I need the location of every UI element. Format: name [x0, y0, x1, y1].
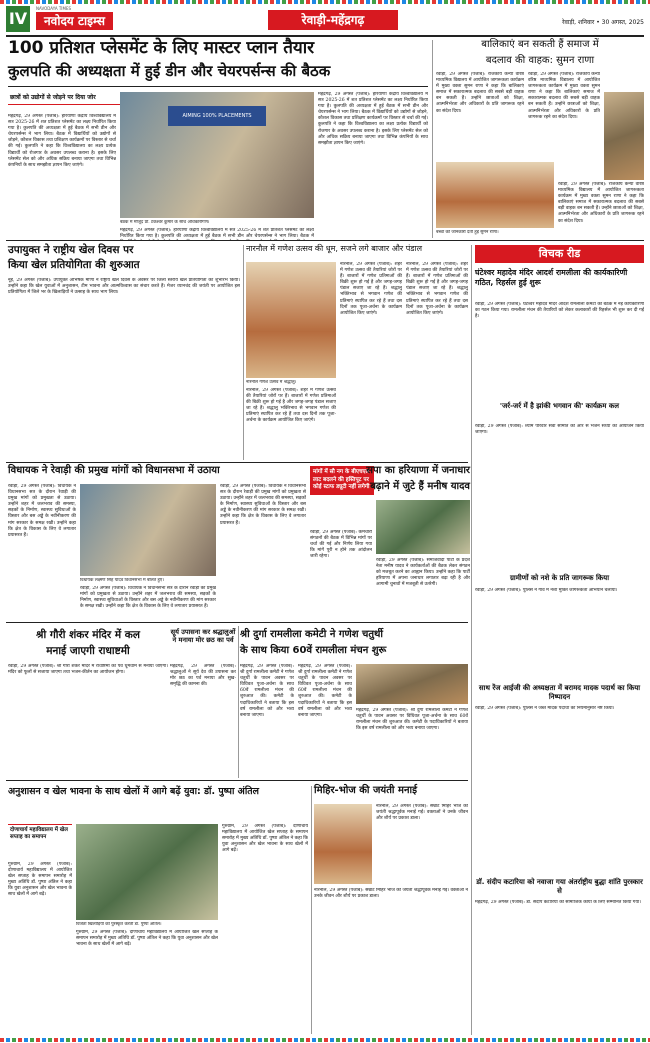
- page-number: IV: [6, 6, 30, 32]
- vichak-headline: घंटेश्वर महादेव मंदिर आदर्श रामलीला की कार्यकारिणी गठित, रिहर्सल हुई शुरू: [475, 268, 628, 287]
- sapa-headline-line2: बढ़ाने में जुटे हैं मनीष यादव: [370, 481, 470, 492]
- vichak-sub2: ग्रामीणों को नशे के प्रति जागरूक किया: [509, 574, 610, 582]
- lead-rule: [8, 86, 428, 87]
- row1-rule: [6, 240, 644, 241]
- ganesh-photo-caption: नारनौल गणेश उत्सव में श्रद्धालु।: [246, 380, 336, 386]
- issue-date: रेवाड़ी, शनिवार • 30 अगस्त, 2025: [562, 19, 644, 26]
- durga-photo: [356, 664, 468, 704]
- ganesh-headline: नारनौल में गणेश उत्सव की धूम, सजने लगे बाजार और पंडाल: [246, 244, 423, 253]
- girls-photo-main: [436, 162, 554, 228]
- gauri-headline-line2: मनाई जाएगी राधाष्टमी: [46, 645, 130, 657]
- gauri-headline-line1: श्री गौरी शंकर मंदिर में कल: [36, 629, 140, 641]
- durga-headline-line2: के साथ किया 60वें रामलीला मंचन शुरू: [240, 645, 387, 656]
- col-divider-row5: [311, 786, 312, 1034]
- durga-headline-line1: श्री दुर्गा रामलीला कमेटी ने गणेश चतुर्थी: [240, 629, 384, 640]
- masthead: [6, 6, 644, 34]
- vichak-sub2-body: रेवाड़ी, 29 अगस्त (पंजाब): पुलिस ने गांव में नशा मुक्ति जागरूकता अभियान चलाया।: [475, 588, 618, 593]
- sports-headline-line1: उपायुक्त ने राष्ट्रीय खेल दिवस पर: [8, 244, 134, 256]
- row4-rule: [6, 780, 468, 781]
- anushasan-side-head: दोणाचार्य महाविद्यालय में खेल सप्ताह का समापन: [8, 824, 72, 843]
- lead-subhead: कुलपति की अध्यक्षता में हुई डीन और चेयरपर्सन्स की बैठक: [8, 62, 331, 80]
- lead-body-col3: महेंद्रगढ़, 29 अगस्त (पंजाब): हरियाणा केंद्रीय विश्वविद्यालय में सत्र 2025-26 में शत प्रतिशत प्लेसमेंट का लक्ष्य निर्धारित किया गया है। कुलपति की अध्यक्षता में हुई बैठक में सभी डीन और चेयरपर्सन्स ने भाग लिया। बैठक में विद्यार्थियों को उद्योगों से जोड़ने, कौशल विकास तथा प्रशिक्षण कार्यक्रमों पर विस्तार से चर्चा की गई। कुलपति ने कहा कि विश्वविद्यालय का लक्ष्य प्रत्येक विद्यार्थी को रोजगार के अवसर उपलब्ध कराना है। इसके लिए प्लेसमेंट सेल को और अधिक सक्रिय बनाया जाएगा तथा विभिन्न कंपनियों के साथ समझौता ज्ञापन किए जाएंगे।: [318, 92, 428, 146]
- row2-rule: [6, 462, 468, 463]
- paper-small-tag: NAVODAYA TIMES: [36, 6, 72, 11]
- rewari-body-col1: रेवाड़ी, 29 अगस्त (पंजाब): विधायक ने विधानसभा सत्र के दौरान रेवाड़ी की प्रमुख मांगों को प्रमुखता से उठाया। उन्होंने शहर में जलभराव की समस्या, सड़कों के निर्माण, स्वास्थ्य सुविधाओं के विस्तार और बस अड्डे के नवीनीकरण की मांग सरकार के समक्ष रखी। उन्होंने कहा कि क्षेत्र के विकास के लिए वे लगातार प्रयासरत हैं।: [8, 484, 76, 538]
- vichak-sub4: डॉ. संदीप कटारिया को नवाजा गया अंतर्राष्ट्रीय बुद्धा शांति पुरस्कार से: [476, 878, 643, 895]
- ganesh-body-col3: नारनौल, 29 अगस्त (पंजाब): शहर में गणेश उत्सव की तैयारियां जोरों पर हैं। बाजारों में गणेश प्रतिमाओं की बिक्री शुरू हो गई है और जगह-जगह पंडाल सजाए जा रहे हैं। श्रद्धालु भक्तिभाव से भगवान गणेश की प्रतिमाएं स्थापित कर रहे हैं तथा दस दिनों तक पूजा-अर्चना के कार्यक्रम आयोजित किए जाएंगे।: [246, 388, 336, 424]
- vichak-sub4-body: महेंद्रगढ़, 29 अगस्त (पंजाब): डॉ. संदीप कटारिया को सामाजिक कार्यों के लिए सम्मानित किया गया।: [475, 900, 641, 905]
- rewari-photo: [80, 484, 216, 576]
- col-divider-top: [432, 40, 433, 238]
- vichak-sub3: साथ रेंज आईजी की अध्यक्षता में बरामद मादक पदार्थ का किया निष्पादन: [478, 684, 641, 701]
- sapa-photo: [376, 500, 470, 554]
- bottom-border: [0, 1038, 650, 1042]
- vichak-sub3-body: रेवाड़ी, 29 अगस्त (पंजाब): पुलिस ने जब्त मादक पदार्थों को नियमानुसार नष्ट किया।: [475, 706, 615, 711]
- rewari-body-col3: रेवाड़ी, 29 अगस्त (पंजाब): विधायक ने विधानसभा सत्र के दौरान रेवाड़ी की प्रमुख मांगों को प्रमुखता से उठाया। उन्होंने शहर में जलभराव की समस्या, सड़कों के निर्माण, स्वास्थ्य सुविधाओं के विस्तार और बस अड्डे के नवीनीकरण की मांग सरकार के समक्ष रखी। उन्होंने कहा कि क्षेत्र के विकास के लिए वे लगातार प्रयासरत हैं।: [220, 484, 306, 526]
- lead-side-head: छात्रों को उद्योगों से जोड़ने पर दिया जोर: [8, 92, 120, 105]
- mihir-body-col2: नारनौल, 29 अगस्त (पंजाब): सम्राट मिहिर भोज की जयंती श्रद्धापूर्वक मनाई गई। वक्ताओं ने उनके जीवन और शौर्य पर प्रकाश डाला।: [314, 888, 468, 900]
- rewari-body-col2: रेवाड़ी, 29 अगस्त (पंजाब): विधायक ने विधानसभा सत्र के दौरान रेवाड़ी की प्रमुख मांगों को प्रमुखता से उठाया। उन्होंने शहर में जलभराव की समस्या, सड़कों के निर्माण, स्वास्थ्य सुविधाओं के विस्तार और बस अड्डे के नवीनीकरण की मांग सरकार के समक्ष रखी। उन्होंने कहा कि क्षेत्र के विकास के लिए वे लगातार प्रयासरत हैं।: [80, 586, 216, 610]
- rewari-headline: विधायक ने रेवाड़ी की प्रमुख मांगों को विधानसभा में उठाया: [8, 465, 220, 476]
- row3-rule: [6, 622, 468, 623]
- girls-body-col2: रेवाड़ी, 29 अगस्त (पंजाब): राजकीय कन्या वरिष्ठ माध्यमिक विद्यालय में आयोजित जागरूकता कार्यक्रम में मुख्य वक्ता सुमन राणा ने कहा कि बालिकाएं समाज में सकारात्मक बदलाव की सबसे बड़ी वाहक बन सकती हैं। उन्होंने छात्राओं को शिक्षा, आत्मनिर्भरता और अधिकारों के प्रति जागरूक रहने का संदेश दिया।: [528, 72, 600, 120]
- anushasan-photo: [76, 824, 218, 920]
- sapa-headline-line1: सपा का हरियाणा में जनाधार: [366, 465, 470, 476]
- col-divider-row2a: [243, 245, 244, 460]
- durga-body-col1: महेंद्रगढ़, 29 अगस्त (पंजाब): श्री दुर्गा रामलीला कमेटी ने गणेश चतुर्थी के पावन अवसर पर विधिवत पूजा-अर्चना के साथ 60वें रामलीला मंचन की शुरुआत की। कमेटी के पदाधिकारियों ने बताया कि इस वर्ष रामलीला को और भव्य बनाया जाएगा।: [240, 664, 294, 718]
- lead-headline: 100 प्रतिशत प्लेसमेंट के लिए मास्टर प्लान तैयार: [8, 38, 315, 58]
- surya-headline: सूर्य उपासना कर श्रद्धालुओं ने मनाया मोर छठ का पर्व: [170, 628, 236, 645]
- girls-headline-line1: बालिकाएं बन सकती हैं समाज में: [481, 39, 599, 50]
- col-divider-row4: [238, 626, 239, 778]
- rewari-photo-caption: विधायक लक्ष्मण सिंह यादव विधानसभा में बोलते हुए।: [80, 578, 216, 584]
- col-divider-right: [471, 245, 472, 1035]
- section-title: रेवाड़ी-महेंद्रगढ़: [268, 10, 398, 30]
- paper-name: नवोदय टाइम्स: [36, 12, 113, 30]
- anushasan-photo-caption: विजेता खिलाड़ियों को पुरस्कृत करती डॉ. पुष्पा अंतिल।: [76, 922, 218, 928]
- lead-photo-caption: बैठक में मौजूद प्रो. टंकेश्वर कुमार के साथ अधिकारीगण।: [120, 220, 314, 226]
- durga-body-col2: महेंद्रगढ़, 29 अगस्त (पंजाब): श्री दुर्गा रामलीला कमेटी ने गणेश चतुर्थी के पावन अवसर पर विधिवत पूजा-अर्चना के साथ 60वें रामलीला मंचन की शुरुआत की। कमेटी के पदाधिकारियों ने बताया कि इस वर्ष रामलीला को और भव्य बनाया जाएगा।: [298, 664, 352, 718]
- girls-photo: [604, 92, 644, 180]
- vichak-sub1-body: रेवाड़ी, 29 अगस्त (पंजाब): श्याम परिवार सेवा समिति की ओर से भजन संध्या का आयोजन किया जाएगा।: [475, 424, 644, 436]
- vichak-sub1: 'जर्र-जर्र में है झांकी भगवान की' कार्यक्रम कल: [499, 402, 620, 410]
- surya-body: महेंद्रगढ़, 29 अगस्त (पंजाब): श्रद्धालुओं ने सूर्य देव की उपासना कर मोर छठ का पर्व मनाया और सुख-समृद्धि की कामना की।: [170, 664, 236, 688]
- anushasan-body-col1: गुरुग्राम, 29 अगस्त (पंजाब): दोणाचार्य महाविद्यालय में आयोजित खेल सप्ताह के समापन समारोह में मुख्य अतिथि डॉ. पुष्पा अंतिल ने कहा कि युवा अनुशासन और खेल भावना के साथ खेलों में आगे बढ़ें।: [8, 862, 72, 898]
- lead-photo-banner: AIMING 100% PLACEMENTS: [168, 106, 266, 126]
- vichak-label: विचक रीड: [475, 245, 644, 263]
- girls-body-col3: रेवाड़ी, 29 अगस्त (पंजाब): राजकीय कन्या वरिष्ठ माध्यमिक विद्यालय में आयोजित जागरूकता कार्यक्रम में मुख्य वक्ता सुमन राणा ने कहा कि बालिकाएं समाज में सकारात्मक बदलाव की सबसे बड़ी वाहक बन सकती हैं। उन्होंने छात्राओं को शिक्षा, आत्मनिर्भरता और अधिकारों के प्रति जागरूक रहने का संदेश दिया।: [558, 182, 644, 224]
- masthead-rule: [6, 35, 644, 37]
- bed-body: रेवाड़ी, 29 अगस्त (पंजाब): कर्मचारी संगठनों की बैठक में विभिन्न मांगों पर चर्चा की गई और निर्णय लिया गया कि मांगें पूरी न होने तक आंदोलन जारी रहेगा।: [310, 530, 372, 560]
- ganesh-body-col1: नारनौल, 29 अगस्त (पंजाब): शहर में गणेश उत्सव की तैयारियां जोरों पर हैं। बाजारों में गणेश प्रतिमाओं की बिक्री शुरू हो गई है और जगह-जगह पंडाल सजाए जा रहे हैं। श्रद्धालु भक्तिभाव से भगवान गणेश की प्रतिमाएं स्थापित कर रहे हैं तथा दस दिनों तक पूजा-अर्चना के कार्यक्रम आयोजित किए जाएंगे।: [340, 262, 402, 316]
- mihir-body-col1: नारनौल, 29 अगस्त (पंजाब): सम्राट मिहिर भोज की जयंती श्रद्धापूर्वक मनाई गई। वक्ताओं ने उनके जीवन और शौर्य पर प्रकाश डाला।: [376, 804, 468, 822]
- ganesh-photo: [246, 262, 336, 378]
- gauri-body: रेवाड़ी, 29 अगस्त (पंजाब): श्री गौरी शंकर मंदिर में राधाष्टमी का पर्व धूमधाम से मनाया जाएगा। मंदिर को फूलों से सजाया जाएगा तथा भजन-कीर्तन का आयोजन होगा।: [8, 664, 168, 676]
- girls-body-col1: रेवाड़ी, 29 अगस्त (पंजाब): राजकीय कन्या वरिष्ठ माध्यमिक विद्यालय में आयोजित जागरूकता कार्यक्रम में मुख्य वक्ता सुमन राणा ने कहा कि बालिकाएं समाज में सकारात्मक बदलाव की सबसे बड़ी वाहक बन सकती हैं। उन्होंने छात्राओं को शिक्षा, आत्मनिर्भरता और अधिकारों के प्रति जागरूक रहने का संदेश दिया।: [436, 72, 524, 114]
- anushasan-body-col2: गुरुग्राम, 29 अगस्त (पंजाब): दोणाचार्य महाविद्यालय में आयोजित खेल सप्ताह के समापन समारोह में मुख्य अतिथि डॉ. पुष्पा अंतिल ने कहा कि युवा अनुशासन और खेल भावना के साथ खेलों में आगे बढ़ें।: [76, 930, 218, 948]
- girls-photo-caption: बच्चों को जानकारी देती हुई सुमन राणा।: [436, 230, 554, 236]
- sports-headline-line2: किया खेल प्रतियोगिता की शुरुआत: [8, 259, 140, 271]
- lead-body-col1: महेंद्रगढ़, 29 अगस्त (पंजाब): हरियाणा केंद्रीय विश्वविद्यालय में सत्र 2025-26 में शत प्रतिशत प्लेसमेंट का लक्ष्य निर्धारित किया गया है। कुलपति की अध्यक्षता में हुई बैठक में सभी डीन और चेयरपर्सन्स ने भाग लिया। बैठक में विद्यार्थियों को उद्योगों से जोड़ने, कौशल विकास तथा प्रशिक्षण कार्यक्रमों पर विस्तार से चर्चा की गई। कुलपति ने कहा कि विश्वविद्यालय का लक्ष्य प्रत्येक विद्यार्थी को रोजगार के अवसर उपलब्ध कराना है। इसके लिए प्लेसमेंट सेल को और अधिक सक्रिय बनाया जाएगा तथा विभिन्न कंपनियों के साथ समझौता ज्ञापन किए जाएंगे।: [8, 114, 116, 168]
- girls-headline-line2: बदलाव की वाहक: सुमन राणा: [485, 55, 595, 66]
- sapa-body: रेवाड़ी, 29 अगस्त (पंजाब): समाजवादी पार्टी के प्रदेश नेता मनीष यादव ने कार्यकर्ताओं की बैठक लेकर संगठन को मजबूत करने का आह्वान किया। उन्होंने कहा कि पार्टी हरियाणा में अपना जनाधार लगातार बढ़ा रही है और आगामी चुनावों में मजबूती से उतरेगी।: [376, 558, 470, 588]
- sports-body: नूंह, 29 अगस्त (पंजाब): उपायुक्त अभिषेक मीणा ने राष्ट्रीय खेल दिवस के अवसर पर जिला स्तरीय खेल प्रतियोगिता का शुभारंभ किया। उन्होंने कहा कि खेल युवाओं में अनुशासन, टीम भावना और आत्मविश्वास का संचार करते हैं। मेजर ध्यानचंद की जयंती पर आयोजित इस प्रतियोगिता में जिले भर के खिलाड़ियों ने उत्साह के साथ भाग लिया।: [8, 278, 240, 296]
- mihir-photo: [314, 804, 372, 884]
- anushasan-body-col3: गुरुग्राम, 29 अगस्त (पंजाब): दोणाचार्य महाविद्यालय में आयोजित खेल सप्ताह के समापन समारोह में मुख्य अतिथि डॉ. पुष्पा अंतिल ने कहा कि युवा अनुशासन और खेल भावना के साथ खेलों में आगे बढ़ें।: [222, 824, 308, 854]
- lead-photo: [120, 92, 314, 218]
- bed-headline: मांगों में सौ नग के बीएचएल लाट बदलने की हस्तिपूट पर कोई स्टाफ ड्यूटी नहीं लगेगी: [310, 466, 374, 495]
- anushasan-headline: अनुशासन व खेल भावना के साथ खेलों में आगे बढ़ें युवा: डॉ. पुष्पा अंतिल: [8, 786, 259, 797]
- top-border: [0, 0, 650, 4]
- durga-body-col3: महेंद्रगढ़, 29 अगस्त (पंजाब): श्री दुर्गा रामलीला कमेटी ने गणेश चतुर्थी के पावन अवसर पर विधिवत पूजा-अर्चना के साथ 60वें रामलीला मंचन की शुरुआत की। कमेटी के पदाधिकारियों ने बताया कि इस वर्ष रामलीला को और भव्य बनाया जाएगा।: [356, 708, 468, 732]
- lead-body-col2: महेंद्रगढ़, 29 अगस्त (पंजाब): हरियाणा केंद्रीय विश्वविद्यालय में सत्र 2025-26 में शत प्रतिशत प्लेसमेंट का लक्ष्य निर्धारित किया गया है। कुलपति की अध्यक्षता में हुई बैठक में सभी डीन और चेयरपर्सन्स ने भाग लिया। बैठक में: [120, 228, 314, 240]
- mihir-headline: मिहिर-भोज की जयंती मनाई: [314, 785, 418, 796]
- vichak-body: रेवाड़ी, 29 अगस्त (पंजाब): घंटेश्वर महादेव मंदिर आदर्श रामलीला कमेटी की बैठक में नई कार्यकारिणी का गठन किया गया। रामलीला मंचन की तैयारियों को लेकर कलाकारों की रिहर्सल भी शुरू कर दी गई है।: [475, 302, 644, 320]
- ganesh-body-col2: नारनौल, 29 अगस्त (पंजाब): शहर में गणेश उत्सव की तैयारियां जोरों पर हैं। बाजारों में गणेश प्रतिमाओं की बिक्री शुरू हो गई है और जगह-जगह पंडाल सजाए जा रहे हैं। श्रद्धालु भक्तिभाव से भगवान गणेश की प्रतिमाएं स्थापित कर रहे हैं तथा दस दिनों तक पूजा-अर्चना के कार्यक्रम आयोजित किए जाएंगे।: [406, 262, 468, 316]
